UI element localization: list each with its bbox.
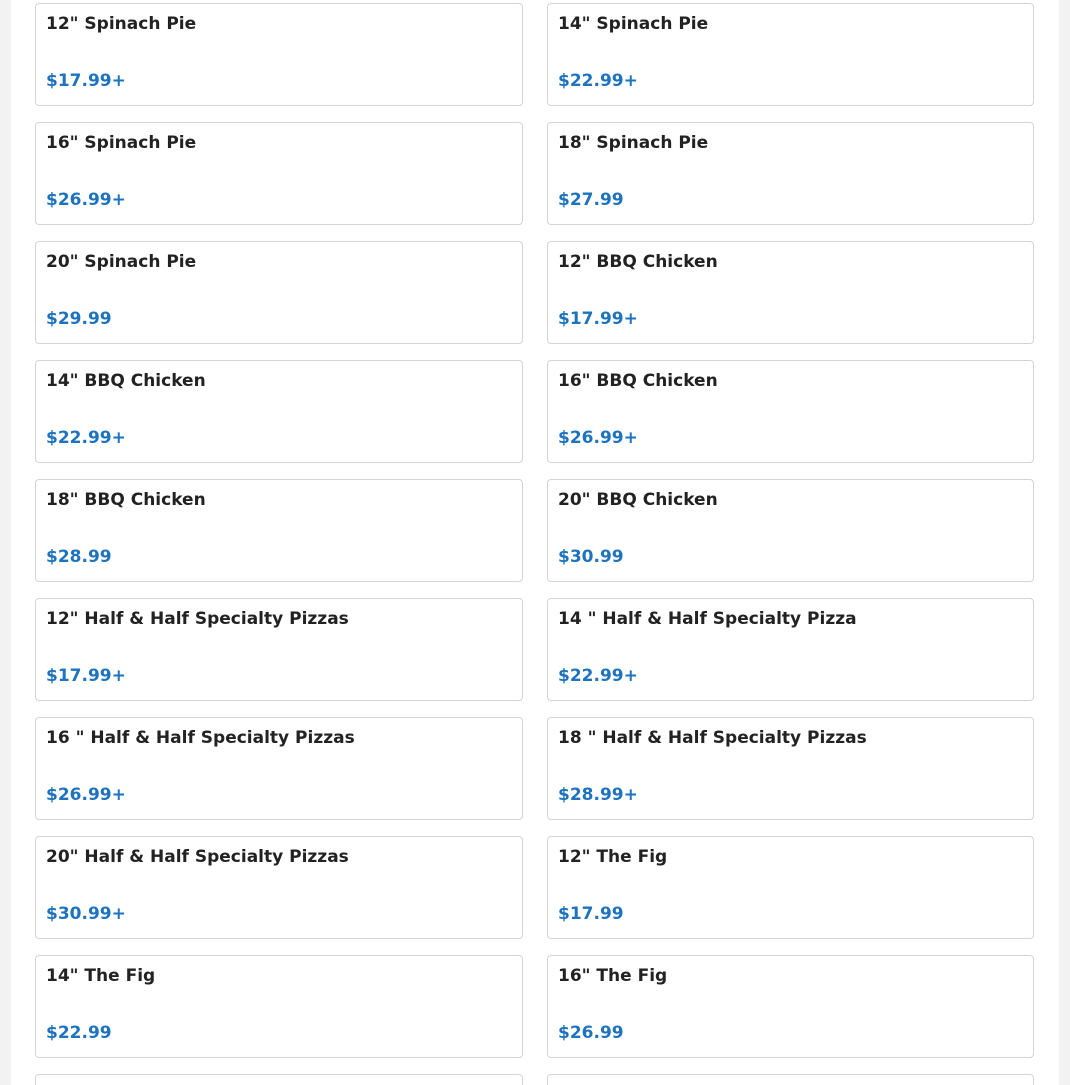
menu-item-card[interactable] (35, 122, 523, 225)
menu-item-card[interactable] (547, 3, 1034, 106)
menu-item-name: 14" Spinach Pie (558, 14, 709, 34)
menu-item-name: 12" BBQ Chicken (558, 252, 718, 272)
menu-item-card[interactable] (547, 1074, 1034, 1085)
menu-item-price: $22.99+ (46, 428, 126, 448)
menu-item-price: $26.99 (558, 1023, 624, 1043)
menu-item-price: $28.99+ (558, 785, 638, 805)
menu-item-card[interactable] (547, 241, 1034, 344)
menu-item-price: $28.99 (46, 547, 112, 567)
menu-item-name: 20" Spinach Pie (46, 252, 197, 272)
menu-item-name: 12" Spinach Pie (46, 14, 197, 34)
menu-item-card[interactable] (35, 479, 523, 582)
menu-item-name: 16" The Fig (558, 966, 668, 986)
menu-item-card[interactable] (547, 955, 1034, 1058)
menu-item-card[interactable] (547, 836, 1034, 939)
menu-item-price: $26.99+ (46, 785, 126, 805)
menu-item-name: 16 " Half & Half Specialty Pizzas (46, 728, 355, 748)
menu-item-price: $22.99+ (558, 71, 638, 91)
menu-item-name: 20" Half & Half Specialty Pizzas (46, 847, 349, 867)
menu-item-card[interactable] (547, 360, 1034, 463)
menu-item-price: $17.99+ (558, 309, 638, 329)
menu-item-card[interactable] (35, 241, 523, 344)
menu-item-grid (35, 3, 1034, 1085)
menu-item-name: 16" BBQ Chicken (558, 371, 718, 391)
menu-item-card[interactable] (35, 360, 523, 463)
menu-item-name: 20" BBQ Chicken (558, 490, 718, 510)
menu-item-price: $29.99 (46, 309, 112, 329)
menu-item-price: $27.99 (558, 190, 624, 210)
menu-item-card[interactable] (547, 479, 1034, 582)
menu-item-name: 14" The Fig (46, 966, 156, 986)
menu-item-card[interactable] (35, 836, 523, 939)
menu-item-name: 16" Spinach Pie (46, 133, 197, 153)
menu-item-price: $17.99+ (46, 666, 126, 686)
menu-item-name: 18 " Half & Half Specialty Pizzas (558, 728, 867, 748)
menu-item-card[interactable] (35, 598, 523, 701)
menu-item-name: 12" The Fig (558, 847, 668, 867)
menu-item-card[interactable] (547, 122, 1034, 225)
menu-item-name: 18" Spinach Pie (558, 133, 709, 153)
menu-item-price: $22.99 (46, 1023, 112, 1043)
menu-item-card[interactable] (35, 3, 523, 106)
menu-item-price: $30.99+ (46, 904, 126, 924)
menu-item-price: $26.99+ (558, 428, 638, 448)
menu-item-name: 14" BBQ Chicken (46, 371, 206, 391)
menu-item-price: $30.99 (558, 547, 624, 567)
menu-item-name: 12" Half & Half Specialty Pizzas (46, 609, 349, 629)
menu-item-card[interactable] (547, 598, 1034, 701)
menu-item-card[interactable] (547, 717, 1034, 820)
menu-item-price: $17.99+ (46, 71, 126, 91)
menu-page (11, 0, 1059, 1085)
menu-item-price: $17.99 (558, 904, 624, 924)
menu-item-card[interactable] (35, 1074, 523, 1085)
menu-item-card[interactable] (35, 717, 523, 820)
menu-item-card[interactable] (35, 955, 523, 1058)
menu-item-name: 14 " Half & Half Specialty Pizza (558, 609, 857, 629)
menu-item-price: $22.99+ (558, 666, 638, 686)
menu-item-price: $26.99+ (46, 190, 126, 210)
menu-item-name: 18" BBQ Chicken (46, 490, 206, 510)
